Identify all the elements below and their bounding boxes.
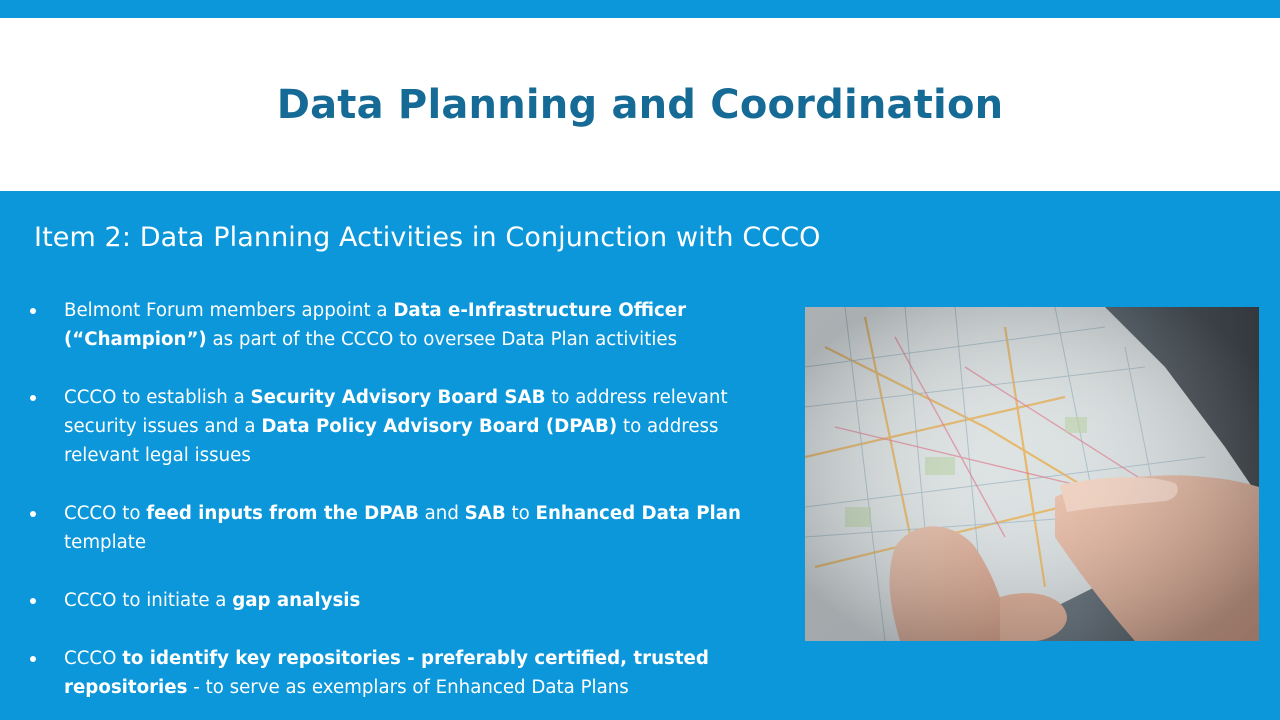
bullet-text: CCCO [64, 648, 123, 669]
bullet-item [30, 644, 770, 702]
bullet-text-bold: Data Policy Advisory Board (DPAB) [261, 416, 618, 437]
bullet-text-bold: gap analysis [232, 590, 361, 611]
bullet-text-bold: SAB [464, 503, 506, 524]
bullet-item [30, 499, 770, 557]
map-photo [805, 307, 1259, 641]
bullet-text: CCCO to [64, 503, 147, 524]
bullet-list [30, 296, 770, 702]
bullet-text: Belmont Forum members appoint a [64, 300, 394, 321]
slide-title: Data Planning and Coordination [276, 81, 1004, 128]
bullet-text: to address relevant legal issues [64, 416, 719, 466]
bullet-dot [30, 511, 36, 517]
slide-subtitle: Item 2: Data Planning Activities in Conjunction with CCCO [34, 222, 821, 253]
bullet-item [30, 296, 770, 354]
bullet-text: - to serve as exemplars of Enhanced Data Plans [187, 677, 629, 698]
bullet-dot [30, 656, 36, 662]
bullet-text-bold: Security Advisory Board SAB [250, 387, 546, 408]
bullet-text: as part of the CCCO to oversee Data Plan activities [206, 329, 678, 350]
bullet-text-bold: to identify key repositories - preferably certified, trusted repositories [64, 648, 709, 698]
bullet-item [30, 586, 770, 615]
bullet-item [30, 383, 770, 470]
bullet-text-bold: feed inputs from the DPAB [146, 503, 419, 524]
bullet-text: and [418, 503, 465, 524]
bullet-text: CCCO to establish a [64, 387, 251, 408]
bullet-text: to address relevant security issues and a [64, 387, 728, 437]
bullet-dot [30, 598, 36, 604]
bullet-text-bold: Enhanced Data Plan [535, 503, 741, 524]
bullet-dot [30, 395, 36, 401]
top-accent-band [0, 0, 1280, 18]
bullet-text: CCCO to initiate a [64, 590, 233, 611]
bullet-text: template [64, 532, 147, 553]
bullet-text-bold: Data e-Infrastructure Officer (“Champion”) [64, 300, 687, 350]
title-area [0, 18, 1280, 191]
map-photo-illustration [805, 307, 1259, 641]
bullet-text: to [505, 503, 536, 524]
bullet-dot [30, 308, 36, 314]
